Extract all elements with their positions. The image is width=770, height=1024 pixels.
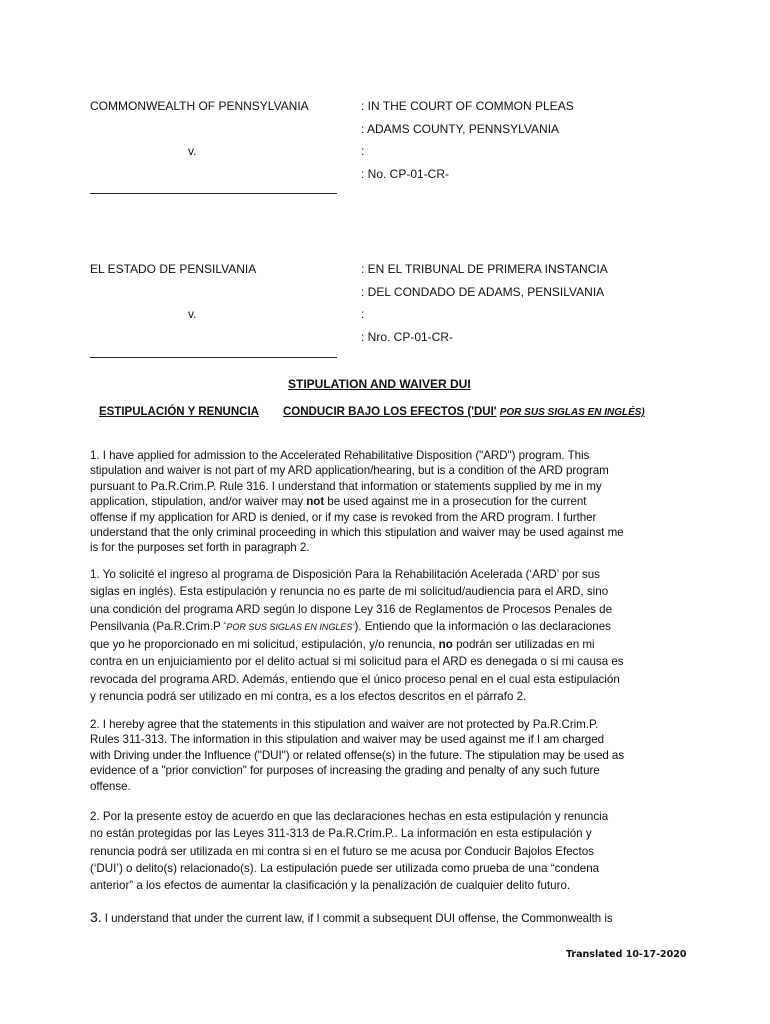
paragraph-2-english xyxy=(90,717,680,794)
p2-en-line-3: with Driving under the Influence ("DUI") or related offense(s) in the future. The stipulation may be used as xyxy=(90,748,625,762)
p1-es-line-2: siglas en inglés). Esta estipulación y renuncia no es parte de mi solicitud/audiencia para el ARD, sino xyxy=(90,585,609,599)
caption-es-court: : EN EL TRIBUNAL DE PRIMERA INSTANCIA xyxy=(361,262,608,276)
p1-es-line-4a: Pensilvania (Pa.R.Crim.P ‘ xyxy=(90,619,227,633)
p1-en-line-5: offense if my application for ARD is denied, or if my case is revoked from the ARD program. I further xyxy=(90,510,597,524)
caption-es-case-number: : Nro. CP-01-CR- xyxy=(361,330,454,344)
p2-es-line-4: (‘DUI’) o delito(s) relacionado(s). La estipulación puede ser utilizada como prueba de una “condena xyxy=(90,861,600,875)
p3-en-text: I understand that under the current law, if I commit a subsequent DUI offense, the Commonwealth is xyxy=(101,912,613,925)
p1-es-line-4-italic: POR SUS SIGLAS EN INGLES’ xyxy=(226,621,355,632)
p1-es-line-6: contra en un enjuiciamiento por el delito actual si mi solicitud para el ARD es denegada o si mi causa es xyxy=(90,655,624,669)
caption-en-left-party: COMMONWEALTH OF PENNSYLVANIA xyxy=(90,99,309,113)
p2-en-line-5: offense. xyxy=(90,779,131,793)
paragraph-3-english xyxy=(90,910,680,926)
p1-en-line-1: 1. I have applied for admission to the Accelerated Rehabilitative Disposition ("ARD") program. This xyxy=(90,449,590,462)
p1-en-line-7: is for the purposes set forth in paragraph 2. xyxy=(90,541,310,555)
p1-es-bold-no: no xyxy=(438,638,453,652)
p2-en-line-1: 2. I hereby agree that the statements in this stipulation and waiver are not protected by Pa.R.Crim.P. xyxy=(90,718,599,731)
p1-es-line-5a: que yo he proporcionado en mi solicitud, estipulación, y/o renuncia, xyxy=(90,638,439,652)
p1-es-line-3: una condición del programa ARD según lo dispone Ley 316 de Reglamentos de Procesos Penales de xyxy=(90,602,613,616)
p3-en-line-1 xyxy=(90,910,680,926)
p2-es-line-1: 2. Por la presente estoy de acuerdo en que las declaraciones hechas en esta estipulación y renuncia xyxy=(90,810,609,823)
caption-en-case-number: : No. CP-01-CR- xyxy=(361,167,450,181)
p1-en-line-2: stipulation and waiver is not part of my ARD application/hearing, but is a condition of the ARD program xyxy=(90,464,609,478)
p1-es-line-7: revocada del programa ARD. Además, entiendo que el único proceso penal en el cual esta estipulación xyxy=(90,672,620,686)
caption-es-left-party: EL ESTADO DE PENSILVANIA xyxy=(90,262,257,276)
paragraph-1-english xyxy=(90,448,680,556)
translation-date-footer: Translated 10-17-2020 xyxy=(566,949,687,960)
subtitle-part-2: CONDUCIR BAJO LOS EFECTOS ('DUI' xyxy=(282,406,497,418)
p3-en-number: 3. xyxy=(90,909,102,925)
caption-en-versus: v. xyxy=(188,144,197,158)
p1-en-bold-not: not xyxy=(306,495,325,509)
caption-en-defendant-line xyxy=(90,193,337,194)
caption-es-county: : DEL CONDADO DE ADAMS, PENSILVANIA xyxy=(361,285,605,299)
p2-en-line-2: Rules 311-313. The information in this stipulation and waiver may be used against me if I am charged xyxy=(90,733,604,747)
caption-en-county: : ADAMS COUNTY, PENNSYLVANIA xyxy=(361,122,560,136)
paragraph-2-spanish xyxy=(90,808,675,894)
p1-en-line-6: understand that the only criminal proceeding in which this stipulation and waiver may be used against me xyxy=(90,526,624,540)
p1-en-line-4c: be used against me in a prosecution for the current xyxy=(324,495,587,509)
p2-es-line-3: renuncia podrá ser utilizada en mi contra si en el futuro se me acusa por Conducir Bajolos Efectos xyxy=(90,844,594,858)
subtitle-part-1: ESTIPULACIÓN Y RENUNCIA xyxy=(99,406,259,418)
p1-es-line-4c: ). Entiendo que la información o las declaraciones xyxy=(354,619,611,633)
p1-es-line-4 xyxy=(90,618,675,636)
p1-es-line-5c: podrán ser utilizadas en mi xyxy=(452,638,595,652)
p2-es-line-2: no están protegidas por las Leyes 311-313 de Pa.R.Crim.P.. La información en esta estipulación y xyxy=(90,827,592,841)
p1-es-line-5 xyxy=(90,636,675,653)
p2-es-line-5: anterior” a los efectos de aumentar la clasificación y la penalización de cualquier delito futuro. xyxy=(90,879,571,893)
caption-es-versus: v. xyxy=(188,307,197,321)
p1-en-line-4a: application, stipulation, and/or waiver may xyxy=(90,495,307,509)
subtitle-part-3: POR SUS SIGLAS EN INGLÉS) xyxy=(499,407,645,418)
p1-es-line-8: y renuncia podrá ser utilizado en mi contra, es a los efectos descritos en el párrafo 2. xyxy=(90,690,527,704)
document-title: STIPULATION AND WAIVER DUI xyxy=(288,377,471,391)
caption-en-court: : IN THE COURT OF COMMON PLEAS xyxy=(361,99,574,113)
caption-en-colon: : xyxy=(361,144,365,158)
p1-en-line-3: pursuant to Pa.R.Crim.P. Rule 316. I understand that information or statements supplied by me in my xyxy=(90,479,602,493)
p1-en-line-4 xyxy=(90,494,680,509)
paragraph-1-spanish xyxy=(90,566,675,705)
caption-es-defendant-line xyxy=(90,357,337,358)
p1-es-line-1: 1. Yo solicité el ingreso al programa de Disposición Para la Rehabilitación Acelerada (‘ARD’ por sus xyxy=(90,568,600,581)
document-subtitle xyxy=(99,405,659,420)
p2-en-line-4: evidence of a "prior conviction" for purposes of increasing the grading and penalty of any such future xyxy=(90,764,600,778)
caption-es-colon: : xyxy=(361,307,365,321)
